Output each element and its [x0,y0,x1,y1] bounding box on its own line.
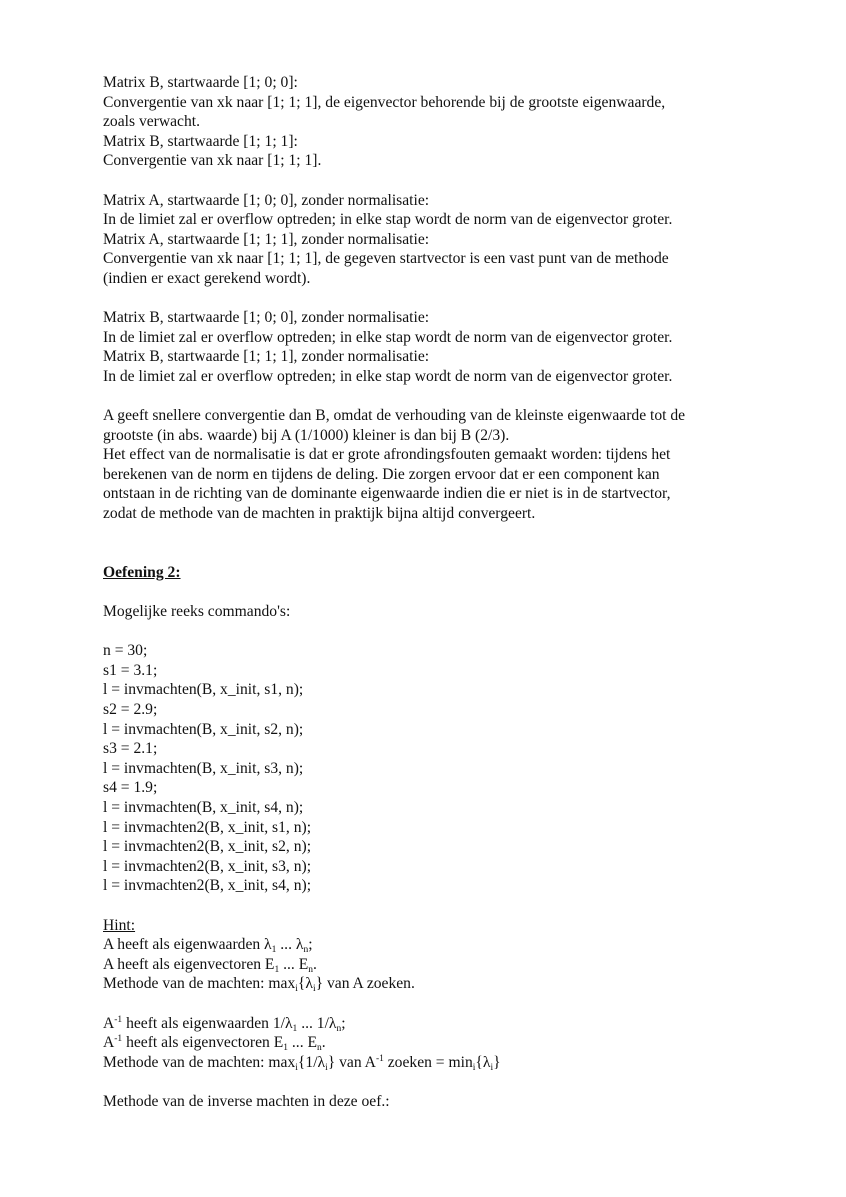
document-body [103,73,763,1111]
hint-line-power-method: Methode van de machten: $\max_i\{\lambda_i\}$ van A zoeken. [103,975,415,995]
hint-line-eigenvalues: A heeft als eigenwaarden $\lambda_1$ ... $\lambda_n$; [103,936,313,956]
paragraph-conclusion [103,406,763,524]
exercise-heading: Oefening 2: [103,563,181,581]
hint-line-eigenvectors: A heeft als eigenvectoren $E_1$ ... $E_n$. [103,955,317,975]
text-line: A geeft snellere convergentie dan B, omdat de verhouding van de kleinste eigenwaarde tot de [103,407,686,425]
text-line: Matrix B, startwaarde [1; 1; 1]: [103,132,298,150]
command-line: l = invmachten2(B, x_init, s3, n); [103,857,312,875]
command-line: l = invmachten(B, x_init, s1, n); [103,681,304,699]
text-line: (indien er exact gerekend wordt). [103,269,311,287]
command-line: n = 30; [103,642,148,660]
text-line: Matrix A, startwaarde [1; 1; 1], zonder normalisatie: [103,230,430,248]
text-line: Convergentie van xk naar [1; 1; 1], de eigenvector behorende bij de grootste eigenwaarde, [103,93,666,111]
text-line: Matrix B, startwaarde [1; 0; 0]: [103,74,298,91]
command-line: s3 = 2.1; [103,740,158,758]
hint-line-inverse-power-method: Methode van de machten: $\max_i\{1/\lambda_i\}$ van $A^{-1}$ zoeken = $\min_i\{\lambda_i\}$ [103,1053,501,1073]
command-line: s4 = 1.9; [103,779,158,797]
command-line: l = invmachten(B, x_init, s4, n); [103,798,304,816]
text-line: ontstaan in de richting van de dominante eigenwaarde indien die er niet is in de startvector, [103,485,671,503]
command-line: l = invmachten2(B, x_init, s4, n); [103,877,312,895]
command-line: s2 = 2.9; [103,701,158,718]
hint-block [103,916,763,1112]
hint-title: Hint: [103,916,136,934]
command-line: l = invmachten2(B, x_init, s2, n); [103,838,312,856]
text-line: berekenen van de norm en tijdens de deling. Die zorgen ervoor dat er een component kan [103,465,660,483]
text-line: In de limiet zal er overflow optreden; in elke stap wordt de norm van de eigenvector groter. [103,328,673,346]
text-line: grootste (in abs. waarde) bij A (1/1000) kleiner is dan bij B (2/3). [103,426,510,444]
paragraph-matrix-b [103,73,763,171]
paragraph-matrix-b-no-normalisation [103,308,763,386]
command-line: l = invmachten2(B, x_init, s1, n); [103,818,312,836]
text-line: Convergentie van xk naar [1; 1; 1], de gegeven startvector is een vast punt van de methode [103,250,669,268]
command-line: s1 = 3.1; [103,661,158,679]
text-line: In de limiet zal er overflow optreden; in elke stap wordt de norm van de eigenvector groter. [103,367,673,385]
text-line: Matrix B, startwaarde [1; 1; 1], zonder normalisatie: [103,348,430,366]
command-list [103,641,763,896]
text-line: Convergentie van xk naar [1; 1; 1]. [103,152,322,170]
text-line: Het effect van de normalisatie is dat er grote afrondingsfouten gemaakt worden: tijdens het [103,446,671,464]
hint-line-inverse-eigenvectors: $A^{-1}$ heeft als eigenvectoren $E_1$ ... $E_n$. [103,1034,326,1054]
text-line: In de limiet zal er overflow optreden; in elke stap wordt de norm van de eigenvector groter. [103,211,673,229]
command-line: l = invmachten(B, x_init, s3, n); [103,759,304,777]
text-line: zodat de methode van de machten in praktijk bijna altijd convergeert. [103,505,536,523]
paragraph-matrix-a-no-normalisation [103,191,763,289]
text-line: Matrix B, startwaarde [1; 0; 0], zonder normalisatie: [103,309,430,327]
hint-closing-line: Methode van de inverse machten in deze oef.: [103,1092,390,1110]
command-line: l = invmachten(B, x_init, s2, n); [103,720,304,738]
hint-line-inverse-eigenvalues: $A^{-1}$ heeft als eigenwaarden $1/\lambda_1$ ... $1/\lambda_n$; [103,1014,346,1034]
text-line: Matrix A, startwaarde [1; 0; 0], zonder normalisatie: [103,191,430,209]
commands-intro: Mogelijke reeks commando's: [103,603,291,621]
text-line: zoals verwacht. [103,113,200,131]
